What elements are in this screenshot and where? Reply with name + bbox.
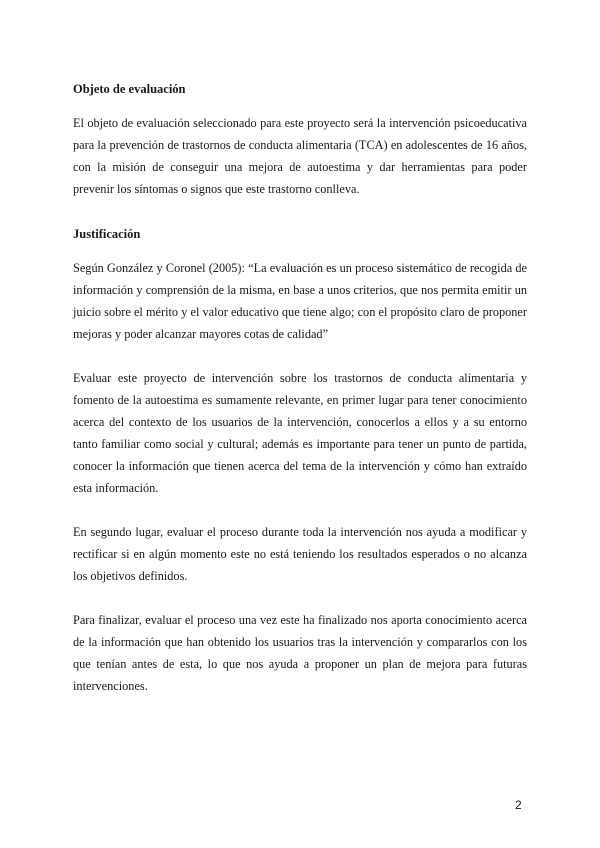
paragraph-finalizar: Para finalizar, evaluar el proceso una vez este ha finalizado nos aporta conocimiento acerca de la información que han obtenido los usuarios tras la intervención y compararlos con los que tenían antes de esta, lo que nos ayuda a proponer un plan de mejora para futuras intervenciones. (73, 613, 527, 693)
paragraph-objeto: El objeto de evaluación seleccionado para este proyecto será la intervención psicoeducativa para la prevención de trastornos de conducta alimentaria (TCA) en adolescentes de 16 años, con la misión de conseguir una mejora de autoestima y dar herramientas para poder prevenir los síntomas o signos que este trastorno conlleva. (73, 116, 527, 196)
section-heading-objeto: Objeto de evaluación (73, 82, 186, 96)
page-content (73, 78, 527, 697)
paragraph-cita: Según González y Coronel (2005): “La evaluación es un proceso sistemático de recogida de información y comprensión de la misma, en base a unos criterios, que nos permita emitir un juicio sobre el mérito y el valor educativo que tiene algo; con el propósito claro de proponer mejoras y poder alcanzar mayores cotas de calidad” (73, 261, 527, 341)
page-number: 2 (515, 798, 522, 812)
paragraph-segundo-lugar: En segundo lugar, evaluar el proceso durante toda la intervención nos ayuda a modificar y rectificar si en algún momento este no está teniendo los resultados esperados o no alcanza los objetivos definidos. (73, 525, 527, 583)
paragraph-relevancia: Evaluar este proyecto de intervención sobre los trastornos de conducta alimentaria y fomento de la autoestima es sumamente relevante, en primer lugar para tener conocimiento acerca del contexto de los usuarios de la intervención, conocerlos a ellos y a su entorno tanto familiar como social y cultural; además es importante para tener un punto de partida, conocer la información que tienen acerca del tema de la intervención y cómo han extraído esta información. (73, 371, 527, 495)
section-heading-justificacion: Justificación (73, 227, 141, 241)
